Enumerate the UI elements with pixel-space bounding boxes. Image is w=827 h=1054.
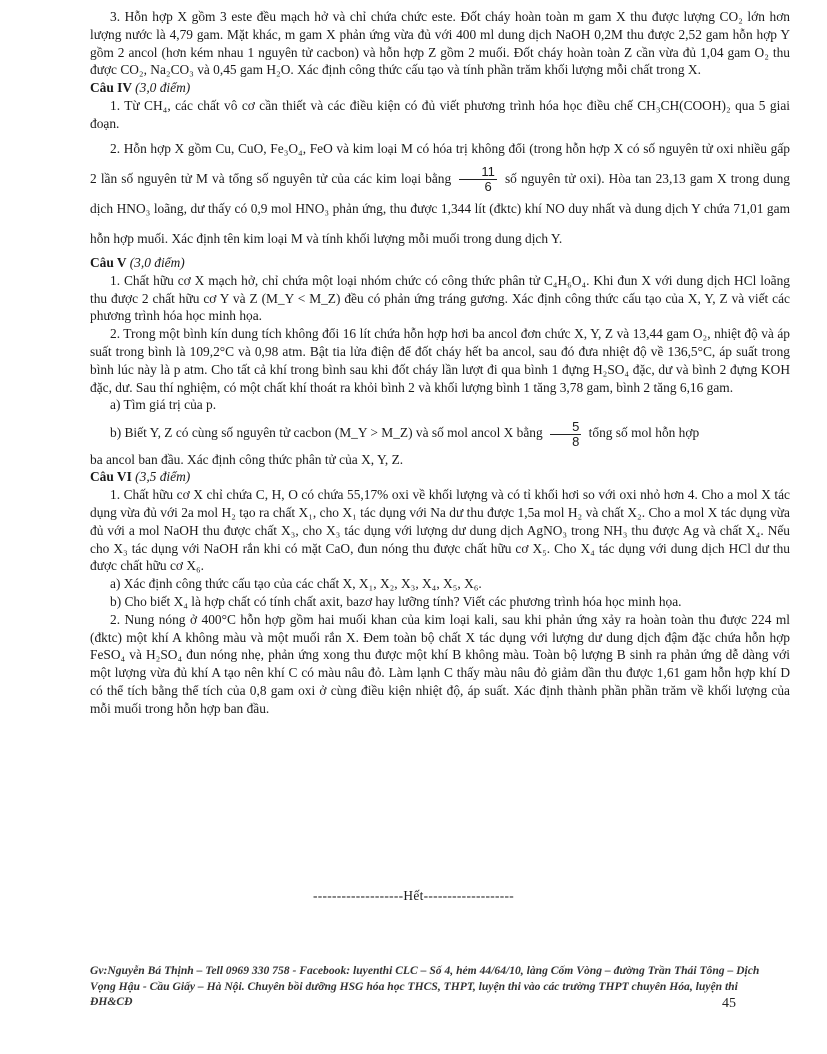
footer-note: Gv:Nguyễn Bá Thịnh – Tell 0969 330 758 - Facebook: luyenthi CLC – Số 4, hẻm 44/64/10, làng Cốm Vòng – đường Trần Thái Tông – Dịch Vọng Hậu - Cầu Giấy – Hà Nội. Chuyên bồi dưỡng HSG hóa học THCS, THPT, luyện thi vào các trường THPT chuyên Hóa, luyện thi ĐH&CĐ [90, 964, 760, 1008]
question-v-2a: a) Tìm giá trị của p. [110, 397, 217, 413]
question-v-2b-cont: ba ancol ban đầu. Xác định công thức phân tử của X, Y, Z. [90, 451, 404, 467]
question-vi-2: 2. Nung nóng ở 400°C hỗn hợp gồm hai muối khan của kim loại kali, sau khi phản ứng xảy ra hoàn toàn thu được 224 ml (đktc) một khí A không màu và một muối rắn X. Đem toàn bộ chất X tác dụng với lượng dư dung dịch đậm đặc chứa hỗn hợp FeSO₄ và H₂SO₄ đun nóng nhẹ, phản ứng xong thu được một khí B không màu. Toàn bộ lượng B sinh ra phản ứng dễ dàng với một lượng vừa đủ khí A tạo nên khí C có màu nâu đỏ. Làm lạnh C thấy màu nâu đỏ giảm dần thu được 1,61 gam hỗn hợp khí D có thể tích bằng thể tích của 0,8 gam oxi ở cùng điều kiện nhiệt độ, áp suất. Xác định thành phần phần trăm về khối lượng của mỗi muối trong hỗn hợp ban đầu. [90, 611, 790, 716]
section-points: (3,5 điểm) [135, 469, 191, 485]
question-3: 3. Hỗn hợp X gồm 3 este đều mạch hở và chỉ chứa chức este. Đốt cháy hoàn toàn m gam X thu được lượng CO₂ lớn hơn lượng nước là 4,79 gam. Mặt khác, m gam X phản ứng vừa đủ với 400 ml dung dịch NaOH 0,2M thu được 2,52 gam hỗn hợp Y gồm 2 ancol (hơn kém nhau 1 nguyên tử cacbon) và hỗn hợp Z gồm 2 muối. Đốt cháy hoàn toàn Z cần vừa đủ 1,04 gam O₂ thu được CO₂, Na₂CO₃ và 0,45 gam H₂O. Xác định công thức cấu tạo và tính phần trăm khối lượng mỗi chất trong X. [90, 9, 790, 78]
question-iv-2-part-a: 2. Hỗn hợp X gồm Cu, CuO, Fe₃O₄, FeO và kim loại M có hóa trị không đổi (trong hỗn hợp X có số nguyên tử oxi nhiều gấp 2 lần số nguyên tử M và tổng số nguyên tử của các kim loại bằng [90, 140, 790, 186]
question-v-2: 2. Trong một bình kín dung tích không đổi 16 lít chứa hỗn hợp hơi ba ancol đơn chức X, Y, Z và 13,44 gam O₂, nhiệt độ và áp suất trong bình là 109,2°C và 0,98 atm. Bật tia lửa điện để đốt cháy hết ba ancol, sau đó đưa nhiệt độ về 136,5°C, áp suất trong bình lúc này là p atm. Cho tất cả khí trong bình sau khi đốt cháy lần lượt đi qua bình 1 đựng H₂SO₄ đặc, dư và bình 2 đựng KOH đặc, dư. Sau thí nghiệm, có một chất khí thoát ra khỏi bình 2 và khối lượng bình 1 tăng 3,78 gam, bình 2 tăng 6,16 gam. [90, 326, 790, 395]
section-points: (3,0 điểm) [135, 80, 191, 96]
section-title: Câu V [90, 255, 127, 270]
question-v-1: 1. Chất hữu cơ X mạch hở, chỉ chứa một loại nhóm chức có công thức phân tử C₄H₆O₄. Khi đun X với dung dịch HCl loãng thu được 2 chất hữu cơ Y và Z (M_Y < M_Z) đều có phản ứng tráng gương. Xác định công thức cấu tạo của X, Y, Z và viết các phương trình hóa học minh họa. [90, 272, 790, 324]
fraction: $\frac{5}{8}$ [550, 420, 581, 449]
question-vi-1a: a) Xác định công thức cấu tạo của các chất X, X₁, X₂, X₃, X₄, X₅, X₆. [110, 576, 482, 592]
section-title: Câu VI [90, 469, 132, 485]
question-iv-1: 1. Từ CH₄, các chất vô cơ cần thiết và các điều kiện có đủ viết phương trình hóa học điều chế CH₃CH(COOH)₂ qua 5 giai đoạn. [90, 97, 790, 131]
question-v-2b-tail: tổng số mol hỗn hợp [588, 425, 700, 441]
document-body [90, 8, 790, 718]
section-heading-iv [90, 79, 790, 97]
end-marker: -------------------Hết------------------- [312, 888, 515, 903]
section-points: (3,0 điểm) [129, 255, 185, 270]
question-v-2b [90, 418, 790, 448]
question-iv-2-part-b: số nguyên tử oxi). Hòa tan 23,13 gam X trong dung dịch HNO₃ loãng, dư thấy có 0,9 mol HNO₃ phản ứng, thu được 1,344 lít (đktc) khí NO duy nhất và dung dịch Y chứa 71,01 gam hỗn hợp muối. Xác định tên kim loại M và tính khối lượng mỗi muối trong dung dịch Y. [90, 170, 790, 246]
question-v-2b-text: b) Biết Y, Z có cùng số nguyên tử cacbon (M_Y > M_Z) và số mol ancol X bằng [110, 425, 543, 441]
section-heading-vi [90, 468, 790, 486]
question-iv-2 [90, 134, 790, 254]
question-vi-1: 1. Chất hữu cơ X chỉ chứa C, H, O có chứa 55,17% oxi về khối lượng và có tỉ khối hơi so với oxi nhỏ hơn 4. Cho a mol X tác dụng vừa đủ với 2a mol H₂ tạo ra chất X₁, cho X₁ tác dụng với Na dư thu được 1,5a mol H₂ và chất X₂. Cho a mol X tác dụng vừa đủ với a mol NaOH thu được chất X₃, cho X₃ tác dụng với lượng dư dung dịch AgNO₃ trong NH₃ thu được Ag và chất X₄. Nếu cho X₃ tác dụng với NaOH rắn khi có mặt CaO, đun nóng thu được chất hữu cơ X₅. Cho X₄ tác dụng với dung dịch HCl dư thu được chất hữu cơ X₆. [90, 487, 790, 574]
question-vi-1b: b) Cho biết X₄ là hợp chất có tính chất axit, bazơ hay lưỡng tính? Viết các phương trình hóa học minh họa. [110, 593, 682, 609]
section-heading-v [90, 254, 790, 272]
fraction: $\frac{11}{6}$ [459, 165, 497, 194]
page-number: 45 [722, 996, 736, 1011]
section-title: Câu IV [90, 80, 132, 96]
